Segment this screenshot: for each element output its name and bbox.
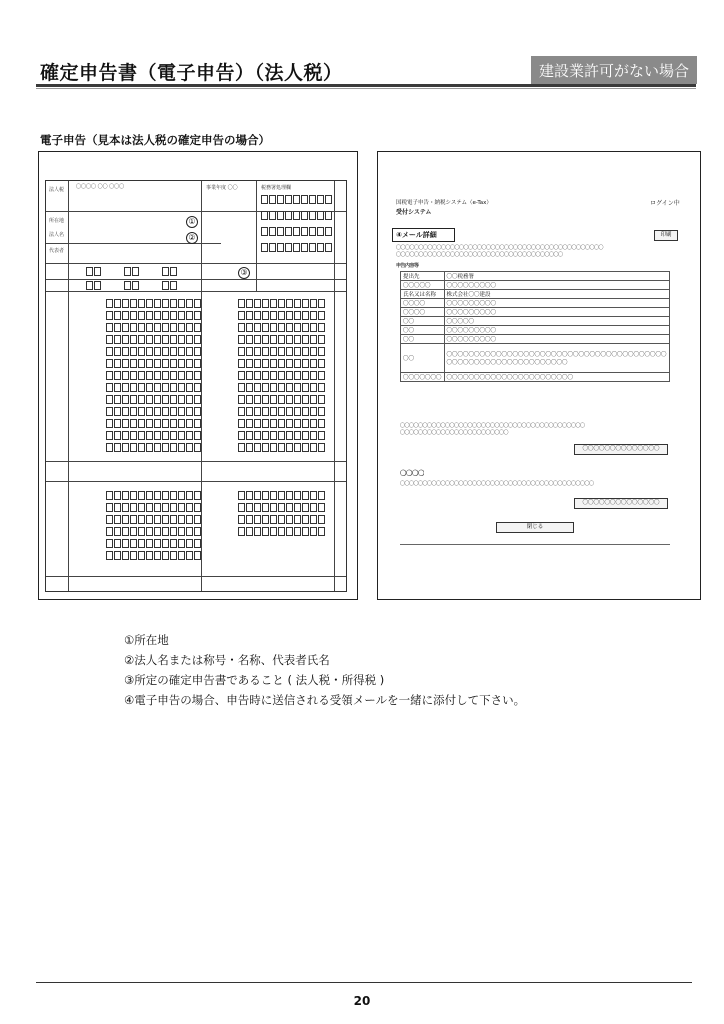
table-row: 〇〇 〇〇〇〇〇〇〇〇〇 <box>401 335 670 344</box>
etax-receipt-email-sample <box>377 151 701 600</box>
close-button: 閉じる <box>496 522 574 533</box>
email-link-button: 〇〇〇〇〇〇〇〇〇〇〇〇〇〇 <box>574 498 668 509</box>
marker-2: ② <box>186 232 198 244</box>
note-2: ②法人名または称号・名称、代表者氏名 <box>124 653 330 667</box>
email-footer-rule <box>400 544 670 545</box>
page-title: 確定申告書（電子申告）（法人税） <box>40 62 343 84</box>
table-row: 〇〇〇〇 〇〇〇〇〇〇〇〇〇 <box>401 299 670 308</box>
section-caption: 電子申告（見本は法人税の確定申告の場合） <box>40 133 270 147</box>
tax-form-image: 法人税 〇〇〇〇 〇〇 〇〇〇 所在地 法人名 代表者 事業年度 〇〇 税務署処理欄 ① ② ③ <box>45 180 347 592</box>
email-login-label: ログイン中 <box>650 200 680 207</box>
table-row: 提出先 〇〇税務署 <box>401 272 670 281</box>
table-row: 〇〇〇〇〇〇〇 〇〇〇〇〇〇〇〇〇〇〇〇〇〇〇〇〇〇〇〇〇〇〇 <box>401 373 670 382</box>
header-rule <box>36 84 696 87</box>
print-button: 印刷 <box>654 230 678 241</box>
email-subsystem: 受付システム <box>396 209 432 216</box>
email-detail-table <box>400 271 670 382</box>
header-rule-thin <box>36 88 696 89</box>
note-3: ③所定の確定申告書であること ( 法人税・所得税 ) <box>124 673 385 687</box>
email-title: メール詳細 <box>401 231 437 239</box>
table-row: 〇〇 〇〇〇〇〇〇〇〇〇 <box>401 326 670 335</box>
email-filler-text: 〇〇〇〇〇〇〇〇〇〇〇〇〇〇〇〇〇〇〇〇〇〇〇〇〇〇〇〇〇〇〇〇〇〇〇〇〇〇〇〇〇〇〇〇〇〇 <box>396 245 604 251</box>
note-1: ①所在地 <box>124 633 169 647</box>
email-system-line: 国税電子申告・納税システム（e-Tax） <box>396 200 492 206</box>
marker-3: ③ <box>238 267 250 279</box>
note-4: ④電子申告の場合、申告時に送信される受領メールを一緒に添付して下さい。 <box>124 693 526 707</box>
page-number: 20 <box>353 994 371 1008</box>
table-row: 〇〇 〇〇〇〇〇 <box>401 317 670 326</box>
email-filler-text: 〇〇〇〇〇〇〇〇〇〇〇〇〇〇〇〇〇〇〇〇〇〇〇〇〇〇〇〇〇〇〇〇〇〇〇〇〇 <box>396 252 563 258</box>
category-badge: 建設業許可がない場合 <box>531 56 697 84</box>
footer-rule <box>36 982 692 983</box>
table-row: 氏名又は名称 株式会社〇〇建設 <box>401 290 670 299</box>
email-filler-text: 〇〇〇〇〇〇〇〇〇〇〇〇〇〇〇〇〇〇〇〇〇〇〇〇〇〇〇〇〇〇〇〇〇〇〇〇〇〇〇〇〇 <box>400 423 585 429</box>
table-row: 〇〇 〇〇〇〇〇〇〇〇〇〇〇〇〇〇〇〇〇〇〇〇〇〇〇〇〇〇〇〇〇〇〇〇〇〇〇〇〇〇〇〇〇〇〇〇〇〇〇〇〇〇〇〇〇〇〇〇〇〇〇〇〇〇 <box>401 344 670 373</box>
email-title-box <box>392 228 455 242</box>
email-filler-text: 〇〇〇〇〇〇〇〇〇〇〇〇〇〇〇〇〇〇〇〇〇〇〇〇〇〇〇〇〇〇〇〇〇〇〇〇〇〇〇〇〇〇〇 <box>400 481 594 487</box>
marker-4: ④ <box>396 231 402 239</box>
table-row: 〇〇〇〇 〇〇〇〇〇〇〇〇〇 <box>401 308 670 317</box>
table-row: 〇〇〇〇〇 〇〇〇〇〇〇〇〇〇 <box>401 281 670 290</box>
email-section-1: 申告内容等 <box>396 263 419 269</box>
email-link-button: 〇〇〇〇〇〇〇〇〇〇〇〇〇〇 <box>574 444 668 455</box>
tax-return-form-sample <box>38 151 358 600</box>
marker-1: ① <box>186 216 198 228</box>
email-filler-text: 〇〇〇〇〇〇〇〇〇〇〇〇〇〇〇〇〇〇〇〇〇〇〇〇 <box>400 430 509 436</box>
email-section-2: 〇〇〇〇 <box>400 469 424 477</box>
